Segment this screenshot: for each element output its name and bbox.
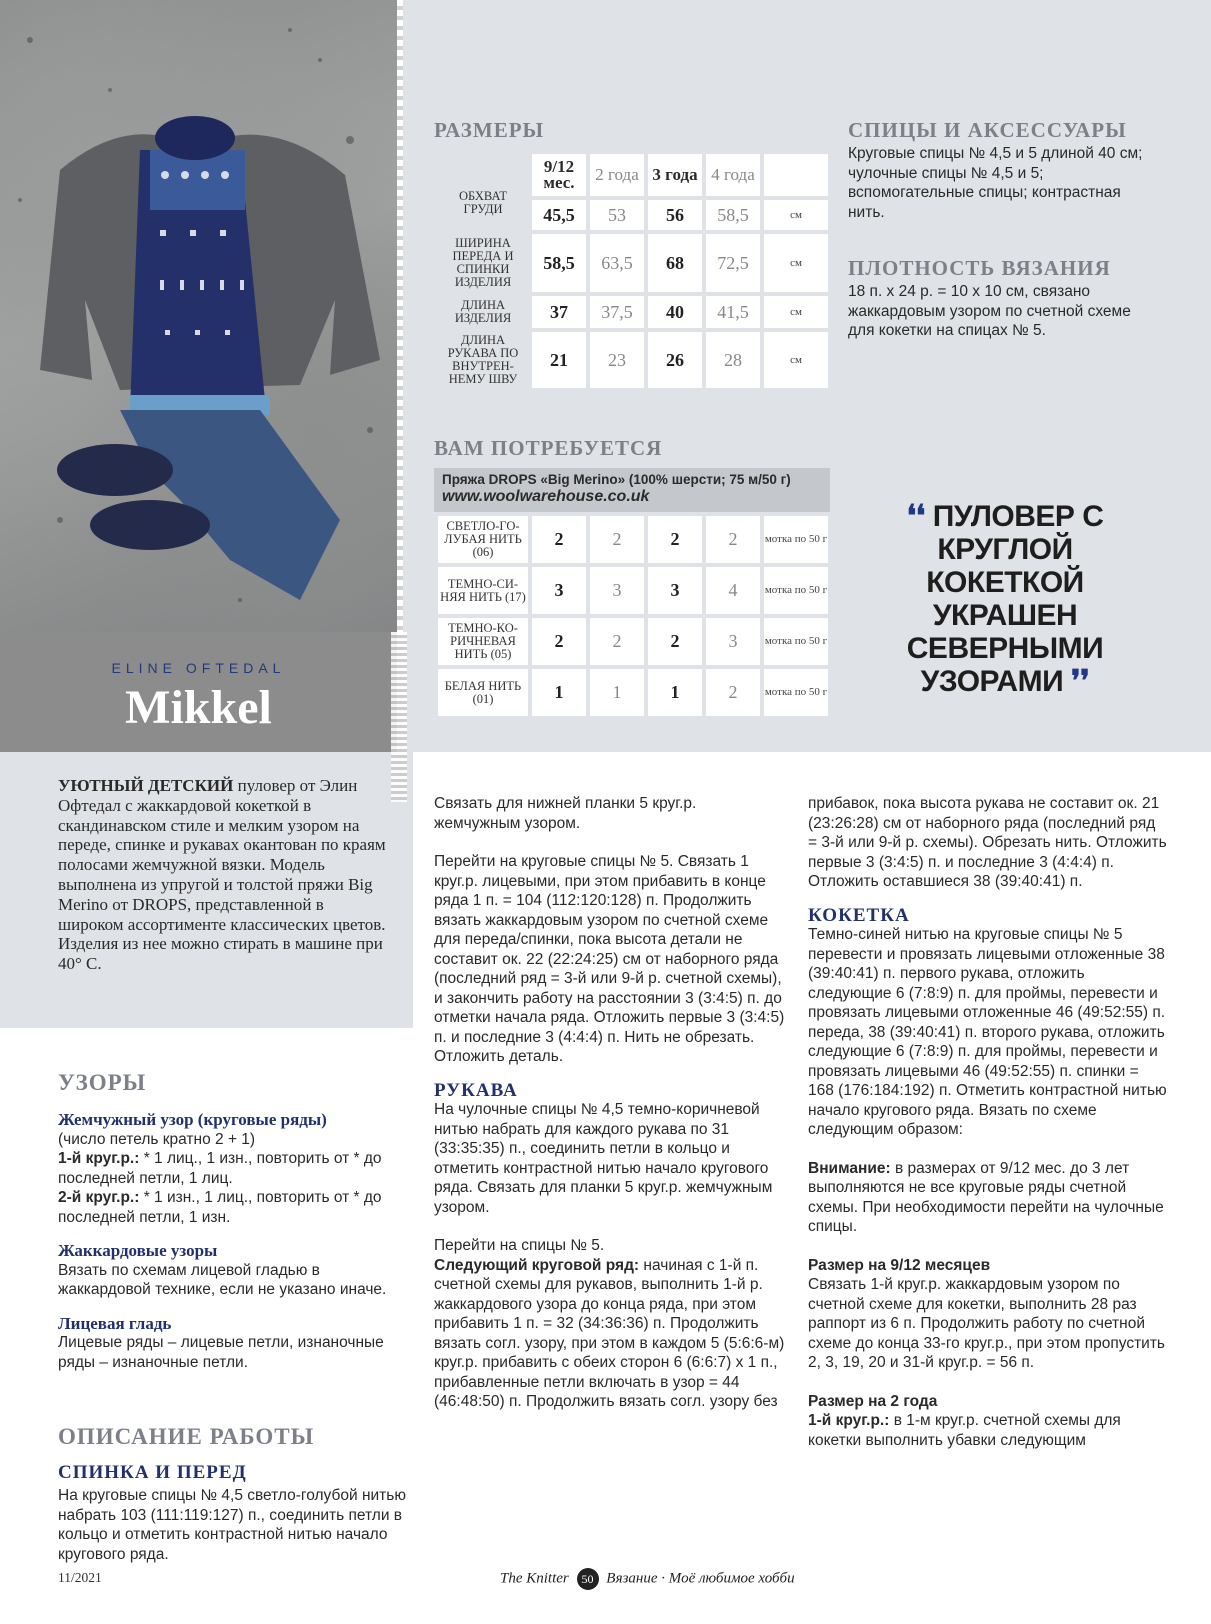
yarn-unit: мотка по 50 г	[764, 567, 828, 614]
yoke-title: КОКЕТКА	[808, 904, 910, 926]
yarn-qty: 1	[648, 669, 702, 716]
col2-p4: Перейти на спицы № 5.	[434, 1237, 605, 1254]
size-value: 37	[532, 296, 586, 328]
needles-heading: СПИЦЫ И АКСЕССУАРЫ	[848, 118, 1127, 142]
column-3	[808, 794, 1168, 1450]
yarn-unit: мотка по 50 г	[764, 618, 828, 665]
yarn-row	[438, 516, 828, 563]
size1-text: Связать 1-й круг.р. жаккардовым узором по счетной схеме для кокетки, выполнить 28 раз раппорт из 6 п. Продолжить работу по счетной схеме до конца 33-го круг.р., при этом пропустить 2, 3, 19, 20 и 31-й круг.р. = 56 п.	[808, 1276, 1166, 1371]
designer-name: ELINE OFTEDAL	[111, 660, 286, 676]
yarn-qty: 4	[706, 567, 760, 614]
size-row	[438, 296, 828, 328]
stitch-divider	[397, 0, 403, 650]
size-value: 68	[648, 234, 702, 292]
col3-p1: прибавок, пока высота рукава не составит ок. 21 (23:26:28) см от наборного ряда (последний ряд = 3-й или 9-й р. схемы). Обрезать нить. Отложить первые 3 (3:4:5) п. и последние 3 (4:4:4) п. Отложить оставшиеся 38 (39:40:41) п.	[808, 795, 1167, 890]
col3-p2: Темно-синей нитью на круговые спицы № 5 перевести и провязать лицевыми отложенные 38 (39:40:41) п. первого рукава, отложить следующие 6 (7:8:9) п. для проймы, перевести и провязать лицевыми отложенные 46 (49:52:55) п. переда, 38 (39:40:41) п. второго рукава, отложить следующие 6 (7:8:9) п. для проймы, перевести и провязать лицевыми 46 (49:52:55) п. спинки = 168 (176:184:192) п. Отметить контрастной нитью начало кругового ряда. Вязать по схеме следующим образом:	[808, 926, 1167, 1138]
size-value: 37,5	[590, 296, 644, 328]
patterns-section	[58, 1110, 408, 1372]
body-text: На круговые спицы № 4,5 светло-голубой нитью набрать 103 (111:119:127) п., соединить петли в кольцо и отметить контрастной нитью начало кругового ряда.	[58, 1487, 406, 1563]
size1-title: Размер на 9/12 месяцев	[808, 1256, 991, 1274]
yarn-line: Пряжа DROPS «Big Merino» (100% шерсти; 75 м/50 г)	[442, 472, 791, 487]
page-number: 50	[577, 1568, 599, 1590]
footer-brand	[500, 1568, 795, 1590]
product-photo	[0, 0, 397, 632]
next-row-label: Следующий круговой ряд:	[434, 1256, 640, 1274]
brand-tagline: Вязание · Моё любимое хобби	[606, 1570, 795, 1587]
size-row-label: ОБХВАТ ГРУДИ	[438, 154, 528, 230]
brand-name: The Knitter	[500, 1570, 569, 1587]
intro-text	[58, 776, 393, 974]
row1-label: 1-й круг.р.:	[58, 1150, 140, 1167]
yarn-qty: 2	[648, 618, 702, 665]
stockinette-title: Лицевая гладь	[58, 1313, 172, 1333]
size-value: 23	[590, 332, 644, 388]
pearl-title: Жемчужный узор (круговые ряды)	[58, 1110, 327, 1129]
size-row-label: ДЛИНА ИЗДЕЛИЯ	[438, 296, 528, 328]
next-row-text: начиная с 1-й п. счетной схемы для рукавов, выполнить 1-й р. жаккардового узора до конца ряда, при этом прибавить 1 п. = 32 (34:36:36) п. Продолжить вязать согл. узору, при этом в каждом 5 (5:6:6-м) круг.р. прибавить с обеих сторон 6 (6:6:7) х 1 п., прибавленные петли включать в узор = 44 (46:48:50) п. Продолжить вязать согл. узору без	[434, 1256, 785, 1410]
yarn-qty: 2	[532, 618, 586, 665]
yarn-qty: 3	[648, 567, 702, 614]
row1-text: * 1 лиц., 1 изн., повторить от * до последней петли, 1 лиц.	[58, 1150, 382, 1187]
size-value: 56	[648, 200, 702, 230]
col2-p1: Связать для нижней планки 5 круг.р. жемчужным узором.	[434, 795, 697, 832]
col2-next	[434, 1256, 786, 1412]
yarn-qty: 3	[706, 618, 760, 665]
materials-heading: ВАМ ПОТРЕБУЕТСЯ	[434, 436, 663, 460]
row2-text: * 1 изн., 1 лиц., повторить от * до последней петли, 1 изн.	[58, 1189, 382, 1226]
sweater-outfit-illustration	[0, 0, 397, 632]
gauge-heading: ПЛОТНОСТЬ ВЯЗАНИЯ	[848, 256, 1111, 280]
yarn-color-label: СВЕТЛО-ГО-ЛУБАЯ НИТЬ (06)	[438, 516, 528, 563]
size-col-header: 4 года	[706, 154, 760, 196]
size-row	[438, 332, 828, 388]
yarn-qty: 2	[532, 516, 586, 563]
stockinette-text: Лицевые ряды – лицевые петли, изнаночные ряды – изнаночные петли.	[58, 1334, 384, 1371]
col2-p2: Перейти на круговые спицы № 5. Связать 1 круг.р. лицевыми, при этом прибавить в конце ряда 1 п. = 104 (112:120:128) п. Продолжить вязать жаккардовым узором по счетной схеме для переда/спинки, пока высота детали не составит ок. 22 (22:24:25) см от наборного ряда (последний ряд = 3-й или 9-й р. счетной схемы), и закончить работу на расстоянии 3 (3:4:5) п. до отметки начала ряда. Отложить первые 3 (3:4:5) п. и последние 3 (4:4:4) п. Нить не обрезать. Отложить деталь.	[434, 853, 785, 1065]
yarn-table	[434, 512, 832, 720]
size-value: 45,5	[532, 200, 586, 230]
yarn-qty: 2	[590, 618, 644, 665]
size-unit: см	[764, 234, 828, 292]
col2-p3: На чулочные спицы № 4,5 темно-коричневой нитью набрать для каждого рукава по 31 (33:35:35) п., соединить петли в кольцо и отметить контрастной нитью начало кругового ряда. Связать для планки 5 круг.р. жемчужным узором.	[434, 1101, 773, 1216]
yarn-row	[438, 567, 828, 614]
size-value: 58,5	[706, 200, 760, 230]
yarn-unit: мотка по 50 г	[764, 516, 828, 563]
yarn-website: www.woolwarehouse.co.uk	[442, 488, 650, 505]
intro-body: пуловер от Элин Офтедал с жаккардовой кокеткой в скандинавском стиле и мелким узором на переде, спинке и рукавах окантован по краям полосами жемчужной вязки. Модель выполнена из упругой и толстой пряжи Big Merino от DROPS, представленной в широком ассортименте классических цветов. Изделия из нее можно стирать в машине при 40° С.	[58, 776, 386, 974]
yarn-qty: 2	[706, 669, 760, 716]
note-text: в размерах от 9/12 мес. до 3 лет выполняются не все круговые ряды счетной схемы. При необходимости перейти на чулочные спицы.	[808, 1159, 1164, 1235]
yarn-color-label: БЕЛАЯ НИТЬ (01)	[438, 669, 528, 716]
size-value: 21	[532, 332, 586, 388]
pearl-row2	[58, 1188, 408, 1227]
quote-close-icon: ❜❜	[1071, 665, 1090, 698]
pearl-row1	[58, 1149, 408, 1188]
yarn-qty: 2	[706, 516, 760, 563]
project-name: Mikkel	[125, 681, 272, 734]
size-value: 63,5	[590, 234, 644, 292]
yarn-row	[438, 669, 828, 716]
pearl-note: (число петель кратно 2 + 1)	[58, 1130, 256, 1148]
size-col-header: 2 года	[590, 154, 644, 196]
patterns-heading: УЗОРЫ	[58, 1070, 147, 1095]
pull-quote	[890, 500, 1120, 698]
yarn-qty: 2	[590, 516, 644, 563]
description-heading: ОПИСАНИЕ РАБОТЫ	[58, 1424, 315, 1449]
intro-lead: УЮТНЫЙ ДЕТСКИЙ	[58, 776, 234, 795]
size-table	[434, 150, 832, 392]
yarn-color-label: ТЕМНО-СИ-НЯЯ НИТЬ (17)	[438, 567, 528, 614]
quote-open-icon: ❛❛	[906, 500, 925, 533]
sleeves-title: РУКАВА	[434, 1079, 518, 1101]
yarn-qty: 1	[532, 669, 586, 716]
size-unit: см	[764, 200, 828, 230]
size-col-header: 9/12 мес.	[532, 154, 586, 196]
body-title: СПИНКА И ПЕРЕД	[58, 1462, 247, 1483]
size-value: 53	[590, 200, 644, 230]
size-value: 26	[648, 332, 702, 388]
size-unit: см	[764, 332, 828, 388]
needles-text: Круговые спицы № 4,5 и 5 длиной 40 см; чулочные спицы № 4,5 и 5; вспомогательные спицы; контрастная нить.	[848, 145, 1143, 221]
size2-label: 1-й круг.р.:	[808, 1412, 890, 1429]
yarn-unit: мотка по 50 г	[764, 669, 828, 716]
size-row	[438, 234, 828, 292]
size-row-label: ДЛИНА РУКАВА ПО ВНУТРЕН-НЕМУ ШВУ	[438, 332, 528, 388]
note-label: Внимание:	[808, 1159, 891, 1177]
yarn-row	[438, 618, 828, 665]
jacquard-title: Жаккардовые узоры	[58, 1241, 218, 1260]
column-2	[434, 794, 786, 1412]
size-value: 28	[706, 332, 760, 388]
issue-number: 11/2021	[58, 1570, 102, 1585]
size-row-label: ШИРИНА ПЕРЕДА И СПИНКИ ИЗДЕЛИЯ	[438, 234, 528, 292]
size2-text: в 1-м круг.р. счетной схемы для кокетки выполнить убавки следующим	[808, 1412, 1121, 1449]
yarn-qty: 3	[590, 567, 644, 614]
yarn-color-label: ТЕМНО-КО-РИЧНЕВАЯ НИТЬ (05)	[438, 618, 528, 665]
size-value: 58,5	[532, 234, 586, 292]
size-value: 41,5	[706, 296, 760, 328]
size-value: 72,5	[706, 234, 760, 292]
col3-note	[808, 1159, 1168, 1237]
yarn-qty: 1	[590, 669, 644, 716]
yarn-info	[434, 468, 830, 512]
size2-title: Размер на 2 года	[808, 1392, 938, 1410]
sizes-heading: РАЗМЕРЫ	[434, 118, 545, 142]
yarn-qty: 2	[648, 516, 702, 563]
unit-cell	[764, 154, 828, 196]
row2-label: 2-й круг.р.:	[58, 1189, 140, 1206]
size-unit: см	[764, 296, 828, 328]
size-col-header: 3 года	[648, 154, 702, 196]
yarn-qty: 3	[532, 567, 586, 614]
quote-text: ПУЛОВЕР С КРУГЛОЙ КОКЕТКОЙ УКРАШЕН СЕВЕРНЫМИ УЗОРАМИ	[906, 500, 1104, 698]
size2-row	[808, 1411, 1168, 1450]
gauge-text: 18 п. х 24 р. = 10 х 10 см, связано жаккардовым узором по счетной схеме для кокетки на спицах № 5.	[848, 283, 1131, 339]
jacquard-text: Вязать по схемам лицевой гладью в жаккардовой технике, если не указано иначе.	[58, 1261, 387, 1298]
size-value: 40	[648, 296, 702, 328]
size-header-row	[438, 154, 828, 196]
